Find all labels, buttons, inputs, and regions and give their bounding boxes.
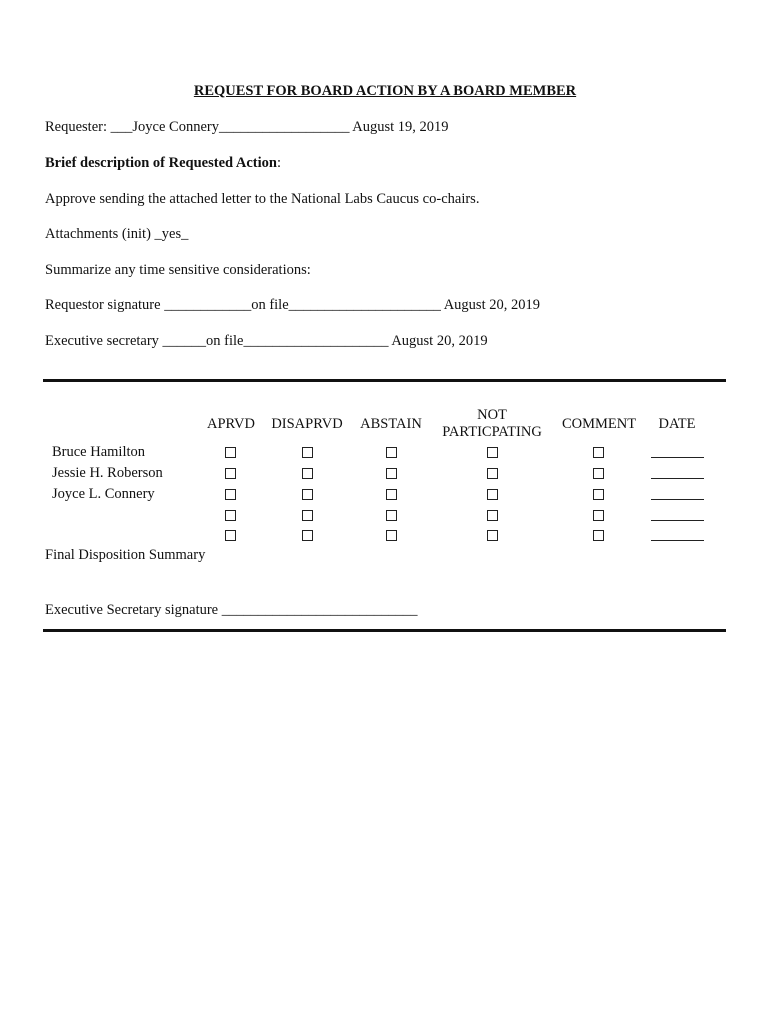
requester-line (45, 119, 449, 136)
member-name: Jessie H. Roberson (52, 465, 163, 481)
abstain-checkbox[interactable] (386, 489, 397, 500)
disaprvd-checkbox[interactable] (302, 489, 313, 500)
requester-blank-pre: ___ (110, 119, 133, 135)
requester-label: Requester: (45, 119, 111, 135)
date-blank-line[interactable] (651, 540, 704, 541)
attachments-line: Attachments (init) _yes_ (45, 226, 189, 242)
bottom-divider (43, 629, 726, 632)
top-divider (43, 379, 726, 382)
header-disaprvd: DISAPRVD (271, 416, 343, 432)
aprvd-checkbox[interactable] (225, 468, 236, 479)
comment-checkbox[interactable] (593, 447, 604, 458)
comment-checkbox[interactable] (593, 510, 604, 521)
requester-date: August 19, 2019 (349, 119, 449, 135)
requester-name: Joyce Connery (132, 119, 219, 135)
header-not: NOT (477, 407, 507, 423)
requestor-signature-line: Requestor signature ____________on file_____________________ August 20, 2019 (45, 297, 540, 313)
requester-blank-post: __________________ (218, 119, 350, 135)
comment-checkbox[interactable] (593, 530, 604, 541)
header-not-participating (432, 407, 552, 441)
page-title: REQUEST FOR BOARD ACTION BY A BOARD MEMBER (193, 83, 577, 99)
brief-description-label: Brief description of Requested Action (45, 155, 277, 171)
abstain-checkbox[interactable] (386, 530, 397, 541)
date-blank-line[interactable] (651, 520, 704, 521)
header-comment: COMMENT (561, 416, 637, 432)
time-sensitive-line: Summarize any time sensitive considerations: (45, 262, 311, 278)
date-blank-line[interactable] (651, 478, 704, 479)
final-disposition-label: Final Disposition Summary (45, 547, 206, 563)
disaprvd-checkbox[interactable] (302, 510, 313, 521)
exec-sec-signature-line: Executive Secretary signature ___________________________ (45, 602, 418, 618)
disaprvd-checkbox[interactable] (302, 530, 313, 541)
abstain-checkbox[interactable] (386, 447, 397, 458)
header-date: DATE (658, 416, 696, 432)
not-participating-checkbox[interactable] (487, 489, 498, 500)
action-description: Approve sending the attached letter to the National Labs Caucus co-chairs. (45, 191, 480, 207)
abstain-checkbox[interactable] (386, 510, 397, 521)
comment-checkbox[interactable] (593, 489, 604, 500)
header-abstain: ABSTAIN (360, 416, 422, 432)
brief-description-colon: : (276, 155, 282, 171)
aprvd-checkbox[interactable] (225, 447, 236, 458)
member-name: Joyce L. Connery (52, 486, 155, 502)
header-aprvd: APRVD (207, 416, 255, 432)
not-participating-checkbox[interactable] (487, 447, 498, 458)
disaprvd-checkbox[interactable] (302, 468, 313, 479)
not-participating-checkbox[interactable] (487, 530, 498, 541)
abstain-checkbox[interactable] (386, 468, 397, 479)
executive-secretary-line: Executive secretary ______on file____________________ August 20, 2019 (45, 333, 488, 349)
aprvd-checkbox[interactable] (225, 510, 236, 521)
brief-description-heading (45, 155, 281, 172)
not-participating-checkbox[interactable] (487, 468, 498, 479)
aprvd-checkbox[interactable] (225, 489, 236, 500)
not-participating-checkbox[interactable] (487, 510, 498, 521)
comment-checkbox[interactable] (593, 468, 604, 479)
disaprvd-checkbox[interactable] (302, 447, 313, 458)
aprvd-checkbox[interactable] (225, 530, 236, 541)
date-blank-line[interactable] (651, 457, 704, 458)
date-blank-line[interactable] (651, 499, 704, 500)
member-name: Bruce Hamilton (52, 444, 146, 460)
header-particpating: PARTICPATING (442, 424, 542, 440)
